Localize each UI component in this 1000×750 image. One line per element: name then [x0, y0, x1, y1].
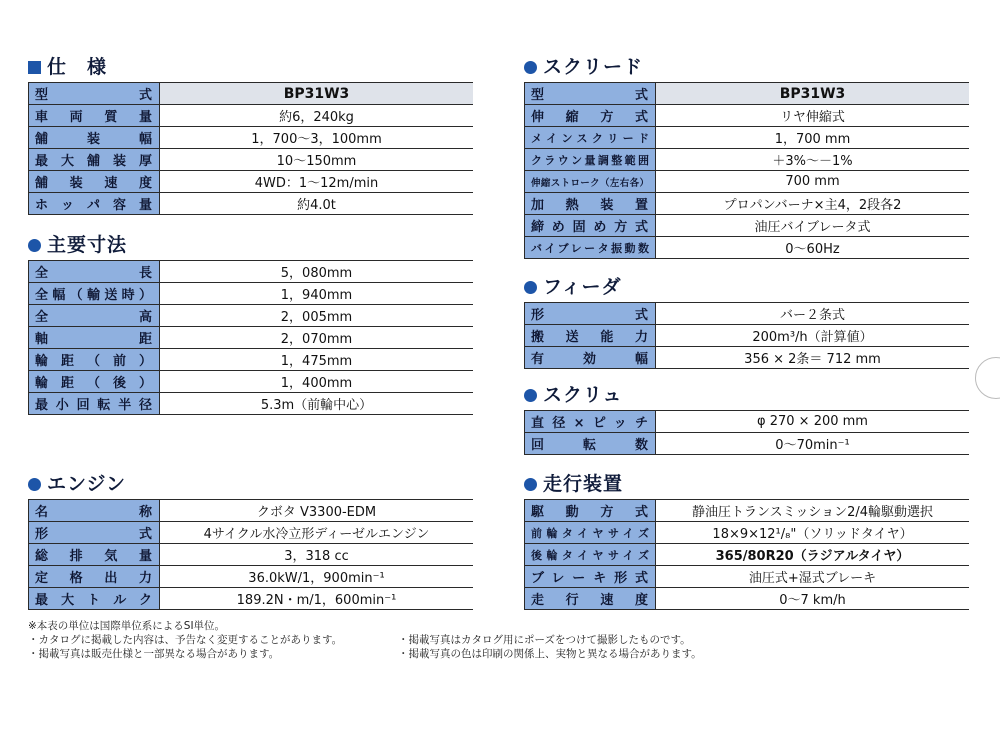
- row-value: 油圧バイブレータ式: [656, 215, 970, 237]
- row-value: 2，070mm: [160, 327, 474, 349]
- row-value: 0～7 km/h: [656, 588, 970, 610]
- table-row: [29, 500, 474, 522]
- si-unit-note: ※本表の単位は国際単位系によるSI単位。: [28, 620, 226, 632]
- table-row: [29, 105, 474, 127]
- row-value: 1，940mm: [160, 283, 474, 305]
- circle-bullet-icon: [28, 239, 41, 252]
- table-row: [525, 105, 970, 127]
- table-row: [29, 83, 474, 105]
- table-row: [525, 215, 970, 237]
- row-value: 36.0kW/1，900min⁻¹: [160, 566, 474, 588]
- row-value: 0～70min⁻¹: [656, 433, 970, 455]
- row-value: φ 270 × 200 mm: [656, 411, 970, 433]
- row-label: バイブレータ振動数: [525, 237, 656, 259]
- row-label: 車両質量: [29, 105, 160, 127]
- row-label: 舗装速度: [29, 171, 160, 193]
- row-value: 油圧式+湿式ブレーキ: [656, 566, 970, 588]
- row-label: 伸縮方式: [525, 105, 656, 127]
- circle-bullet-icon: [524, 389, 537, 402]
- row-label: ホッパ容量: [29, 193, 160, 215]
- row-value: 静油圧トランスミッション2/4輪駆動選択: [656, 500, 970, 522]
- row-label: 全長: [29, 261, 160, 283]
- table-row: [29, 371, 474, 393]
- table-row: [29, 349, 474, 371]
- row-label: 直径×ピッチ: [525, 411, 656, 433]
- screed-table: [524, 82, 969, 259]
- row-value: BP31W3: [160, 83, 474, 105]
- spec-section: [28, 52, 473, 215]
- row-value: 5.3m（前輪中心）: [160, 393, 474, 415]
- row-value: プロパンバーナ×主4，2段各2: [656, 193, 970, 215]
- table-row: [29, 283, 474, 305]
- row-value: 700 mm: [656, 171, 970, 193]
- row-value: リヤ伸縮式: [656, 105, 970, 127]
- row-label: 後輪タイヤサイズ: [525, 544, 656, 566]
- table-row: [525, 303, 970, 325]
- row-label: 回転数: [525, 433, 656, 455]
- row-value: 10～150mm: [160, 149, 474, 171]
- row-label: 輪距（前）: [29, 349, 160, 371]
- screed-title: スクリード: [524, 52, 969, 82]
- row-value: バー２条式: [656, 303, 970, 325]
- drive-table: [524, 499, 969, 610]
- square-bullet-icon: [28, 61, 41, 74]
- footnote: ・掲載写真は販売仕様と一部異なる場合があります。: [28, 648, 280, 660]
- row-value: 1，700～3，100mm: [160, 127, 474, 149]
- footnote: ・カタログに掲載した内容は、予告なく変更することがあります。: [28, 634, 343, 646]
- row-label: 輪距（後）: [29, 371, 160, 393]
- row-label: 定格出力: [29, 566, 160, 588]
- row-label: 型式: [29, 83, 160, 105]
- screw-section: [524, 380, 969, 455]
- drive-title: 走行装置: [524, 469, 969, 499]
- row-value: 4WD：1～12m/min: [160, 171, 474, 193]
- table-row: [525, 411, 970, 433]
- row-value: 189.2N・m/1，600min⁻¹: [160, 588, 474, 610]
- table-row: [29, 522, 474, 544]
- row-label: クラウン量調整範囲: [525, 149, 656, 171]
- table-row: [525, 544, 970, 566]
- table-row: [29, 305, 474, 327]
- table-row: [525, 237, 970, 259]
- row-label: 最大トルク: [29, 588, 160, 610]
- dimensions-title: 主要寸法: [28, 230, 473, 260]
- table-row: [525, 522, 970, 544]
- row-label: 駆動方式: [525, 500, 656, 522]
- engine-title: エンジン: [28, 469, 473, 499]
- row-value: 4サイクル水冷立形ディーゼルエンジン: [160, 522, 474, 544]
- row-value: 200m³/h（計算値）: [656, 325, 970, 347]
- feeder-table: [524, 302, 969, 369]
- row-label: 舗装幅: [29, 127, 160, 149]
- row-label: 走行速度: [525, 588, 656, 610]
- row-value: 約4.0t: [160, 193, 474, 215]
- row-value: 約6，240kg: [160, 105, 474, 127]
- row-value: 0～60Hz: [656, 237, 970, 259]
- table-row: [525, 347, 970, 369]
- table-row: [525, 171, 970, 193]
- screw-table: [524, 410, 969, 455]
- table-row: [525, 193, 970, 215]
- dimensions-table: [28, 260, 473, 415]
- row-label: 最小回転半径: [29, 393, 160, 415]
- row-label: 形式: [29, 522, 160, 544]
- circle-bullet-icon: [524, 281, 537, 294]
- table-row: [29, 393, 474, 415]
- row-label: 軸距: [29, 327, 160, 349]
- spec-title: 仕 様: [28, 52, 473, 82]
- row-label: 有効幅: [525, 347, 656, 369]
- row-label: メインスクリード: [525, 127, 656, 149]
- table-row: [525, 83, 970, 105]
- row-value: 1，700 mm: [656, 127, 970, 149]
- table-row: [29, 566, 474, 588]
- row-label: 総排気量: [29, 544, 160, 566]
- row-label: 全高: [29, 305, 160, 327]
- row-label: ブレーキ形式: [525, 566, 656, 588]
- row-value: ＋3%～－1%: [656, 149, 970, 171]
- table-row: [29, 544, 474, 566]
- row-label: 型式: [525, 83, 656, 105]
- row-value: 2，005mm: [160, 305, 474, 327]
- table-row: [525, 433, 970, 455]
- row-label: 全幅（輸送時）: [29, 283, 160, 305]
- footnotes-right: [398, 633, 958, 661]
- circle-bullet-icon: [28, 478, 41, 491]
- feeder-section: [524, 272, 969, 369]
- table-row: [29, 171, 474, 193]
- table-row: [525, 566, 970, 588]
- row-label: 前輪タイヤサイズ: [525, 522, 656, 544]
- screed-section: [524, 52, 969, 259]
- row-label: 伸縮ストローク（左右各）: [525, 171, 656, 193]
- row-value: 1，475mm: [160, 349, 474, 371]
- engine-section: [28, 469, 473, 610]
- row-value: 3，318 cc: [160, 544, 474, 566]
- table-row: [29, 193, 474, 215]
- footnote: ・掲載写真の色は印刷の関係上、実物と異なる場合があります。: [398, 648, 702, 660]
- table-row: [525, 500, 970, 522]
- row-label: 最大舗装厚: [29, 149, 160, 171]
- feeder-title: フィーダ: [524, 272, 969, 302]
- screw-title: スクリュ: [524, 380, 969, 410]
- row-value: 1，400mm: [160, 371, 474, 393]
- page-edge-circle: [975, 357, 1000, 399]
- dimensions-section: [28, 230, 473, 415]
- row-value: 18×9×12¹/₈"（ソリッドタイヤ）: [656, 522, 970, 544]
- table-row: [525, 149, 970, 171]
- table-row: [29, 261, 474, 283]
- table-row: [29, 149, 474, 171]
- row-label: 締め固め方式: [525, 215, 656, 237]
- row-label: 形式: [525, 303, 656, 325]
- row-value: クボタ V3300-EDM: [160, 500, 474, 522]
- footnote: ・掲載写真はカタログ用にポーズをつけて撮影したものです。: [398, 634, 691, 646]
- engine-table: [28, 499, 473, 610]
- table-row: [525, 325, 970, 347]
- table-row: [525, 127, 970, 149]
- table-row: [29, 127, 474, 149]
- footnotes-left: [28, 619, 408, 661]
- spec-table: [28, 82, 473, 215]
- table-row: [29, 327, 474, 349]
- circle-bullet-icon: [524, 478, 537, 491]
- table-row: [525, 588, 970, 610]
- table-row: [29, 588, 474, 610]
- row-value: BP31W3: [656, 83, 970, 105]
- circle-bullet-icon: [524, 61, 537, 74]
- drive-section: [524, 469, 969, 610]
- row-value: 5，080mm: [160, 261, 474, 283]
- row-label: 搬送能力: [525, 325, 656, 347]
- row-value: 365/80R20（ラジアルタイヤ）: [656, 544, 970, 566]
- row-label: 名称: [29, 500, 160, 522]
- row-label: 加熱装置: [525, 193, 656, 215]
- row-value: 356 × 2条＝ 712 mm: [656, 347, 970, 369]
